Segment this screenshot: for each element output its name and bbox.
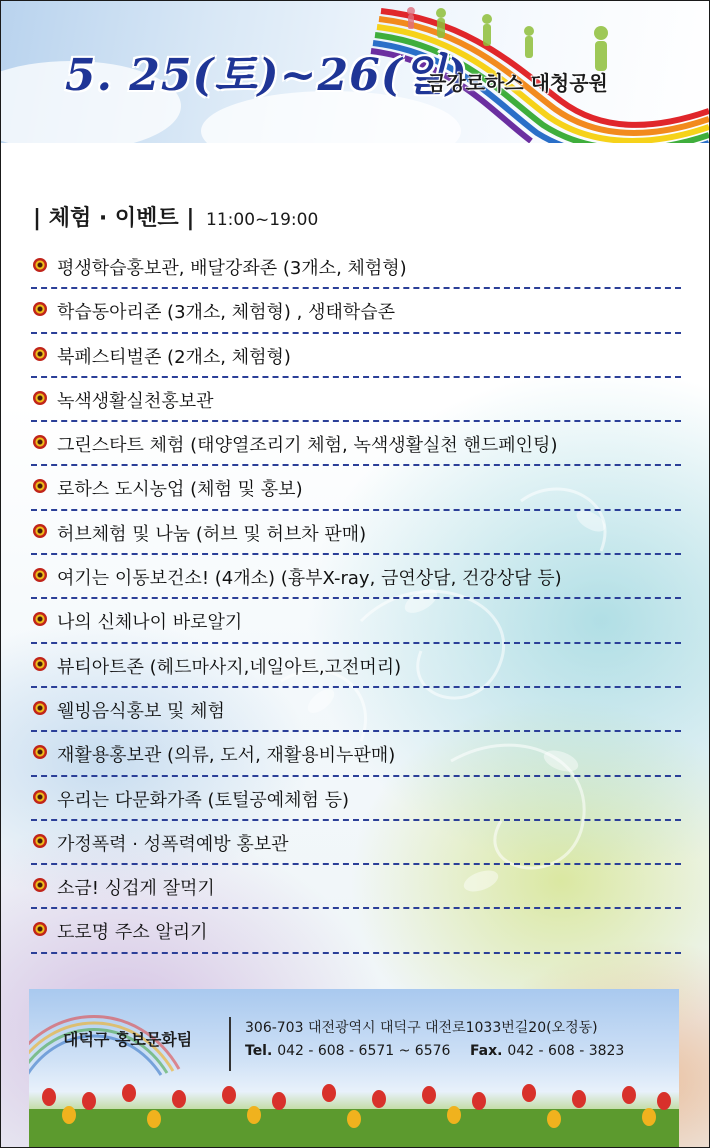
header-banner	[1, 1, 709, 143]
fax-number: 042 - 608 - 3823	[507, 1043, 625, 1059]
bullet-icon	[33, 479, 47, 493]
list-item	[31, 422, 681, 466]
list-item-label: 여기는 이동보건소! (4개소) (흉부X-ray, 금연상담, 건강상담 등)	[57, 568, 562, 590]
bullet-icon	[33, 834, 47, 848]
list-item	[31, 245, 681, 289]
list-item	[31, 732, 681, 776]
list-item-label: 소금! 싱겁게 잘먹기	[57, 878, 215, 900]
footer-address: 306-703 대전광역시 대덕구 대전로1033번길20(오정동)	[245, 1020, 598, 1036]
event-date: 5. 25(토)~26(일)	[65, 50, 468, 101]
footer-divider	[229, 1017, 231, 1071]
team-name: 대덕구 홍보문화팀	[63, 1030, 193, 1049]
section-title	[33, 201, 318, 232]
list-item	[31, 821, 681, 865]
list-item	[31, 688, 681, 732]
bullet-icon	[33, 745, 47, 759]
list-item	[31, 777, 681, 821]
list-item-label: 우리는 다문화가족 (토털공예체험 등)	[57, 789, 350, 811]
bullet-icon	[33, 258, 47, 272]
list-item-label: 그린스타트 체험 (태양열조리기 체험, 녹색생활실천 핸드페인팅)	[57, 435, 558, 457]
bullet-icon	[33, 701, 47, 715]
tulip-field-illustration	[29, 989, 679, 1147]
list-item	[31, 555, 681, 599]
bullet-icon	[33, 391, 47, 405]
bullet-icon	[33, 302, 47, 316]
bullet-icon	[33, 878, 47, 892]
list-item	[31, 865, 681, 909]
list-item	[31, 511, 681, 555]
list-item	[31, 466, 681, 510]
list-item	[31, 644, 681, 688]
bullet-icon	[33, 347, 47, 361]
bullet-icon	[33, 790, 47, 804]
tel-label: Tel.	[245, 1043, 273, 1059]
list-item-label: 학습동아리존 (3개소, 체험형) , 생태학습존	[57, 302, 396, 324]
list-item-label: 녹색생활실천홍보관	[57, 390, 214, 412]
bullet-icon	[33, 568, 47, 582]
list-item-label: 허브체험 및 나눔 (허브 및 허브차 판매)	[57, 523, 367, 545]
bullet-icon	[33, 612, 47, 626]
list-item-label: 평생학습홍보관, 배달강좌존 (3개소, 체험형)	[57, 258, 407, 279]
event-venue: 금강로하스 대청공원	[427, 71, 608, 95]
list-item-label: 뷰티아트존 (헤드마사지,네일아트,고전머리)	[57, 656, 402, 678]
event-list	[31, 245, 681, 954]
list-item	[31, 378, 681, 422]
list-item-label: 나의 신체나이 바로알기	[57, 612, 243, 634]
title-bar-left: |	[33, 206, 42, 231]
list-item-label: 도로명 주소 알리기	[57, 922, 208, 944]
list-item-label: 재활용홍보관 (의류, 도서, 재활용비누판매)	[57, 745, 396, 767]
list-item-label: 북페스티벌존 (2개소, 체험형)	[57, 346, 291, 368]
footer-contact	[245, 1043, 624, 1059]
fax-label: Fax.	[469, 1043, 503, 1059]
list-item-label: 웰빙음식홍보 및 체험	[57, 700, 225, 722]
title-bar-right: |	[186, 206, 195, 231]
bullet-icon	[33, 922, 47, 936]
bullet-icon	[33, 657, 47, 671]
list-item	[31, 909, 681, 953]
footer-banner	[29, 989, 679, 1147]
list-item	[31, 334, 681, 378]
tel-number: 042 - 608 - 6571 ~ 6576	[277, 1043, 451, 1059]
section-time: 11:00~19:00	[206, 210, 319, 230]
list-item	[31, 599, 681, 643]
section-title-text: 체험 · 이벤트	[48, 206, 179, 231]
list-item	[31, 289, 681, 333]
bullet-icon	[33, 524, 47, 538]
list-item-label: 가정폭력 · 성폭력예방 홍보관	[57, 833, 289, 855]
list-item-label: 로하스 도시농업 (체험 및 홍보)	[57, 479, 303, 501]
bullet-icon	[33, 435, 47, 449]
